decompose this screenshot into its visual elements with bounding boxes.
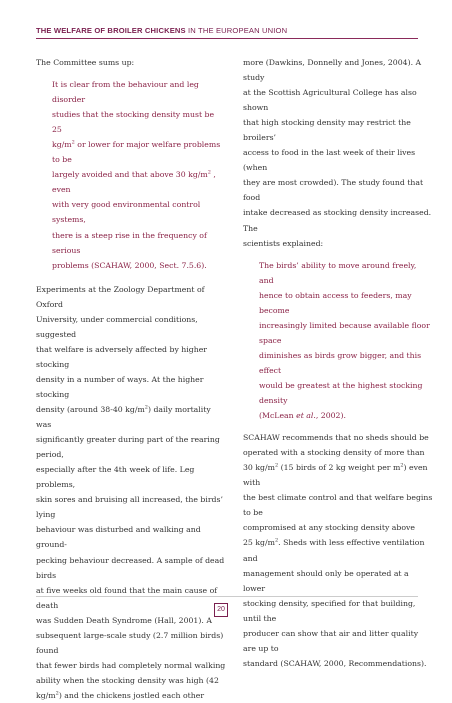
text-line: . Sheds with less effective ventilation and <box>243 538 425 563</box>
text-line: ) even with <box>243 463 428 488</box>
quote-line: there is a steep rise in the frequency of serious <box>52 230 207 255</box>
right-column <box>243 55 433 671</box>
page-number: 20 <box>214 603 228 617</box>
sac-paragraph <box>243 55 433 251</box>
text-line: ) daily mortality was <box>36 405 211 430</box>
text-line: the best climate control and that welfare begins to be <box>243 493 433 518</box>
quote-line: with very good environmental control systems, <box>52 200 201 225</box>
text-line: stocking density, specified for that building, until the <box>243 598 416 623</box>
quote-line: (McLean <box>259 411 297 421</box>
footer-rule <box>36 596 418 597</box>
text-line: 30 kg/m <box>243 463 275 473</box>
text-line: producer can show that air and litter quality are up to <box>243 628 419 653</box>
text-line: was Sudden Death Syndrome (Hall, 2001). A <box>36 615 212 625</box>
header-title-rest: IN THE EUROPEAN UNION <box>185 26 288 35</box>
scientists-quote <box>259 258 433 424</box>
text-line: access to food in the last week of their lives (when <box>243 148 416 173</box>
text-line: skin sores and bruising all increased, the birds’ lying <box>36 495 223 520</box>
quote-line: would be greatest at the highest stocking density <box>259 380 423 406</box>
quote-line: largely avoided and that above 30 kg/m <box>52 170 208 180</box>
scahaw-paragraph <box>243 430 433 671</box>
text-line: especially after the 4th week of life. Leg problems, <box>36 465 195 490</box>
text-line: (15 birds of 2 kg weight per m <box>278 463 401 473</box>
quote-line: It is clear from the behaviour and leg disorder <box>52 80 199 105</box>
text-line: pecking behaviour decreased. A sample of dead birds <box>36 555 225 580</box>
text-line: SCAHAW recommends that no sheds should be <box>243 433 429 443</box>
quote-line: , even <box>52 170 216 195</box>
superscript: 2 <box>274 537 279 544</box>
text-line: management should only be operated at a lower <box>243 568 409 593</box>
text-line: density in a number of ways. At the higher stocking <box>36 374 204 399</box>
text-line: density (around 38-40 kg/m <box>36 405 145 415</box>
superscript: 2 <box>400 462 404 469</box>
quote-line: studies that the stocking density must be 25 <box>52 110 215 135</box>
quote-italic: et al <box>296 411 314 421</box>
committee-quote <box>52 77 226 273</box>
text-line: kg/m <box>36 690 56 700</box>
text-line: intake decreased as stocking density increased. The <box>243 208 432 233</box>
quote-line: ., 2002). <box>313 411 346 421</box>
quote-line: hence to obtain access to feeders, may become <box>259 290 412 315</box>
quote-line: problems (SCAHAW, 2000, Sect. 7.5.6). <box>52 260 207 270</box>
text-line: behaviour was disturbed and walking and ground- <box>36 525 201 550</box>
text-line: compromised at any stocking density above <box>243 523 416 533</box>
quote-line: The birds’ ability to move around freely, and <box>259 260 417 285</box>
text-line: Experiments at the Zoology Department of Oxford <box>36 284 205 309</box>
header-rule <box>36 38 418 39</box>
text-line: that high stocking density may restrict the broilers’ <box>243 118 411 143</box>
superscript: 2 <box>71 139 75 146</box>
quote-line: kg/m <box>52 140 72 150</box>
superscript: 2 <box>274 462 279 469</box>
text-line: that welfare is adversely affected by higher stocking <box>36 344 207 369</box>
text-line: ) and the chickens jostled each other <box>58 690 205 700</box>
text-line: ability when the stocking density was high (42 <box>36 675 219 685</box>
text-line: operated with a stocking density of more than <box>243 448 425 458</box>
superscript: 2 <box>55 690 59 697</box>
text-line: significantly greater during part of the rearing period, <box>36 435 220 460</box>
quote-line: diminishes as birds grow bigger, and this effect <box>259 350 422 375</box>
text-line: University, under commercial conditions, suggested <box>36 314 198 339</box>
text-line: more (Dawkins, Donnelly and Jones, 2004). A study <box>243 58 422 83</box>
quote-line: or lower for major welfare problems to be <box>52 140 221 165</box>
text-line: subsequent large-scale study (2.7 million birds) found <box>36 630 224 655</box>
superscript: 2 <box>207 169 211 176</box>
left-column <box>36 55 226 703</box>
text-line: they are most crowded). The study found that food <box>243 178 424 203</box>
header-title-bold: THE WELFARE OF BROILER CHICKENS <box>36 26 186 35</box>
text-line: at the Scottish Agricultural College has also shown <box>243 88 417 113</box>
superscript: 2 <box>144 404 148 411</box>
text-line: 25 kg/m <box>243 538 275 548</box>
quote-line: increasingly limited because available floor space <box>259 320 430 345</box>
text-line: at five weeks old found that the main cause of death <box>36 585 218 610</box>
intro-text: The Committee sums up: <box>36 58 135 67</box>
running-header <box>36 26 418 35</box>
text-line: scientists explained: <box>243 238 324 248</box>
text-line: standard (SCAHAW, 2000, Recommendations). <box>243 658 427 668</box>
text-line: that fewer birds had completely normal walking <box>36 660 226 670</box>
